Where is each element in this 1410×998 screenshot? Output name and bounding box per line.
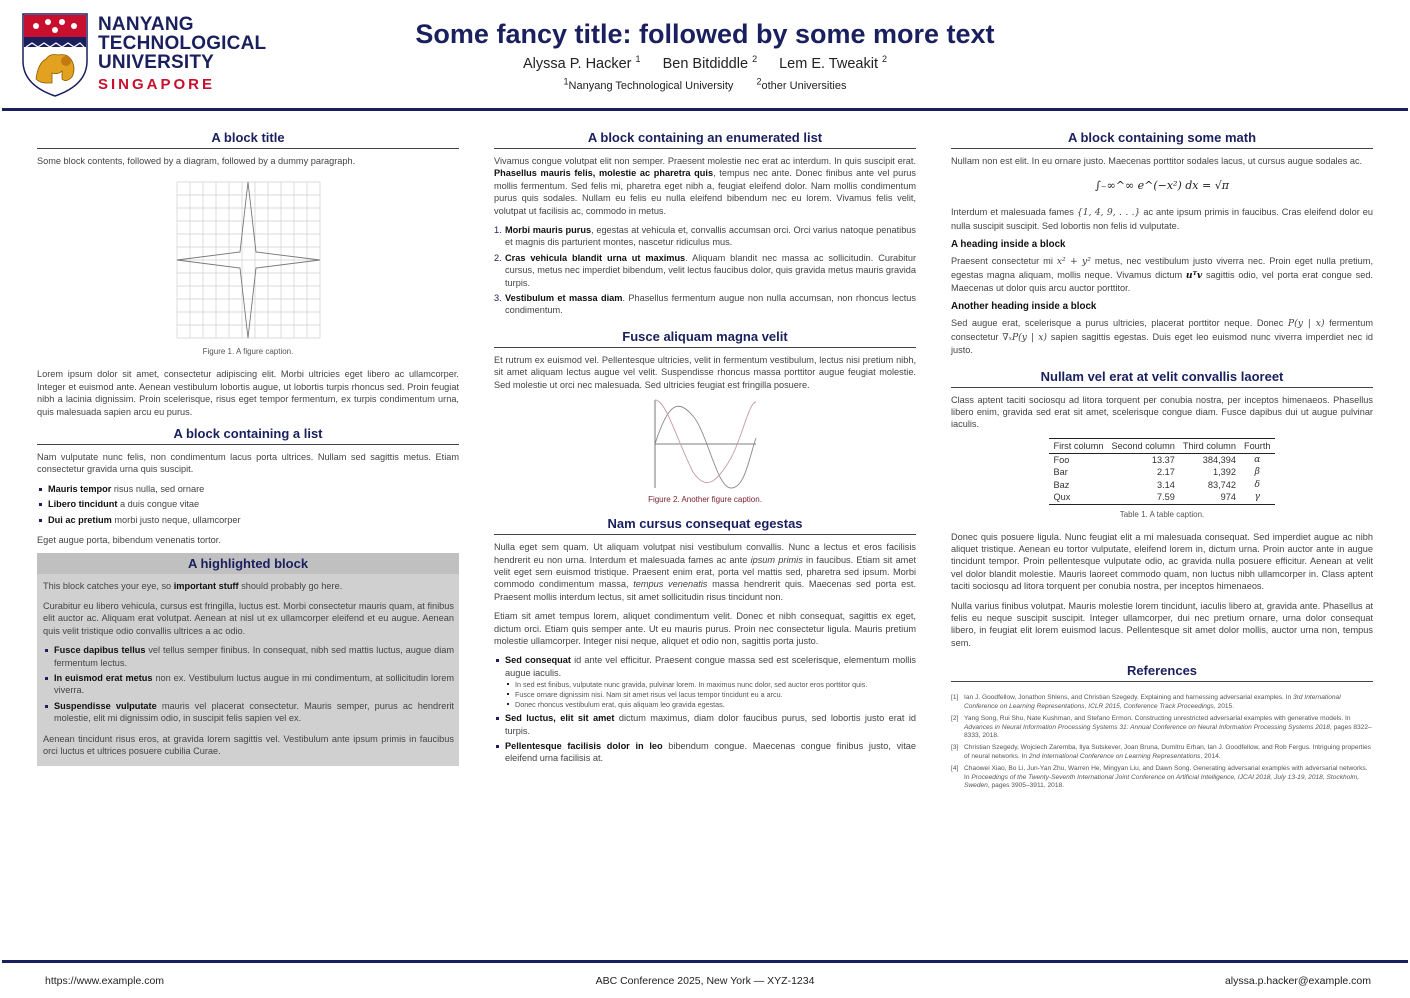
logo-country: SINGAPORE [98,76,216,93]
block-paragraph: Nullam non est elit. In eu ornare justo. Maecenas porttitor sodales lacus, ut cursus augue sodales ac. [951,156,1363,166]
inner-heading: A heading inside a block [951,239,1066,251]
block-heading: A block containing a list [37,426,459,445]
block-paragraph: Donec quis posuere ligula. Nunc feugiat elit a mi malesuada consequat. Sed imperdiet augue ac nibh aliquet tristique. Aenean eu tortor vulputate, eleifend lorem in, dictum urna. Proin auctor ante in augue tincidunt tempor. Proin pellentesque vulputate odio, ac gravida nulla posuere efficitur. Aenean at velit vel dolor blandit molestie. Mauris laoreet commodo quam, non luctus nibh ullamcorper in. Class aptent taciti sociosqu ad litora torquent per conubia nostra, per inceptos himenaeos. [951,531,1373,592]
figure-caption: Figure 2. Another figure caption. [648,495,762,505]
poster-header [0,0,1410,112]
poster-title: Some fancy title: followed by some more text [415,19,995,49]
figure-1-diagram [37,174,459,342]
column-middle [494,130,916,773]
logo-line-1: NANYANG [98,14,194,35]
affiliation: $^2$other Universities [756,76,847,92]
column-header: Third column [1179,438,1240,453]
sub-list-item: In sed est finibus, vulputate nunc gravida, pulvinar lorem. In maximus nunc dolor, sed auctor eros porttitor quis. [507,680,916,689]
block-heading: References [951,663,1373,682]
highlight-paragraph: Curabitur eu libero vehicula, cursus est fringilla, luctus est. Morbi consectetur mauris quam, at finibus elit auctor ac. Aliquam erat volutpat. Aenean at nisl ut ex ullamcorper eleifend et eu augue. Aenean quis velit tristique odio convallis ultrices a ac odio. [43,600,454,636]
column-left [37,130,459,766]
list-item: Sed luctus, elit sit amet dictum maximus, diam dolor faucibus purus, sed lobortis justo erat id turpis. [496,712,916,737]
table-row: Foo 13.37 384,394 α [1053,453,1261,465]
block-heading: A highlighted block [37,553,459,574]
block-heading: A block containing an enumerated list [494,130,916,149]
block-paragraph: Class aptent taciti sociosqu ad litora torquent per conubia nostra, per inceptos himenaeos. Phasellus libero enim, gravida sed erat sit amet, scelerisque congue diam. Fusce dapibus dui ut augue pulvinar iaculis. [951,394,1373,430]
author: Alyssa P. Hacker $^1$ [522,54,641,72]
footer-conference: ABC Conference 2025, New York — XYZ-1234 [595,975,815,987]
highlight-paragraph: This block catches your eye, so important stuff should probably go here. [43,581,343,592]
footer-email-link[interactable]: alyssa.p.hacker@example.com [1224,975,1371,987]
numbered-list [494,224,916,317]
figure-caption: Figure 1. A figure caption. [202,347,294,357]
table-header-row [1049,438,1274,453]
block-paragraph: Lorem ipsum dolor sit amet, consectetur adipiscing elit. Morbi ultricies eget libero ac ullamcorper. Integer et euismod ante. Aenean vestibulum lobortis augue, ut lobortis turpis rhoncus sed. Proin feugiat nibh a lacinia dignissim. Proin scelerisque, risus eget tempor fermentum, ex turpis condimentum urna, quis malesuada sapien arcu eu purus. [37,369,459,417]
consequat-block [494,516,916,765]
block-heading: A block title [37,130,459,149]
list-block [37,426,459,546]
block-paragraph: Et rutrum ex euismod vel. Pellentesque ultricies, velit in fermentum vestibulum, lectus nisi pretium nibh, sit amet aliquam lectus augue vel velit. Suspendisse rhoncus massa porttitor augue feugiat molestie. Sed molestie ut orci nec malesuada. Sed ultricies feugiat est fringilla posuere. [494,354,916,390]
data-table [1049,438,1274,505]
list-item: 1. Morbi mauris purus, egestas at vehicula et, convallis accumsan orci. Orci varius natoque penatibus et magnis dis parturient montes, nascetur ridiculus mus. [494,225,917,248]
table-row: Bar 2.17 1,392 β [1053,466,1260,478]
list-item: Suspendisse vulputate mauris vel placerat consectetur. Mauris semper, purus ac hendrerit molestie, elit mi dignissim odio, in suscipit felis sapien vel ex. [45,700,454,725]
list-item: Dui ac pretium morbi justo neque, ullamcorper [39,514,459,526]
author-list [0,56,1410,72]
highlight-paragraph: Aenean tincidunt risus eros, at gravida lorem sagittis vel. Vestibulum ante ipsum primis in faucibus orci luctus et ultrices posuere cubilia Curae. [43,733,454,756]
table-row: Qux 7.59 974 γ [1049,491,1274,504]
reference-item: [2] Yang Song, Rui Shu, Nate Kushman, and Stefano Ermon. Constructing unrestricted adversarial examples with generative models. In Advances in Neural Information Processing Systems 31: Annual Conference on Neural Information Processing Systems 2018, pages 8322–8333, 2018. [951,714,1372,740]
list-item: In euismod erat metus non ex. Vestibulum luctus augue in mi condimentum, at sollicitudin lorem viverra. [45,672,454,697]
block-intro: Nam vulputate nunc felis, non condimentum lacus porta ultrices. Nullam sed sagittis metus. Etiam consectetur gravida urna quis suscipit. [37,452,459,475]
figure-2-plot [494,398,916,490]
block-paragraph: Vivamus congue volutpat elit non semper. Praesent molestie nec erat ac interdum. In quis suscipit erat. Phasellus mauris felis, molestie ac pharetra quis, tempus nec ante. Donec finibus ante vel purus mollis fermentum. Sed felis mi, pharetra eget nibh a, feugiat eleifend dolor. Nam mollis condimentum purus quis sodales. Nullam eu felis eu nulla eleifend bibendum nec eu lorem. Vivamus felis velit, volutpat ut facilisis ac, commodo in metus. [494,156,917,216]
list-item: Mauris tempor risus nulla, sed ornare [39,483,459,495]
block-paragraph: Sed augue erat, scelerisque a purus ultricies, placerat porttitor neque. Donec P(y | x) fermentum consectetur ∇ₓP(y | x) sapien sagittis egestas. Duis eget leo euismod nunc viverra imperdiet nec id justo. [951,318,1373,356]
footer-divider [2,960,1408,963]
header-divider [2,108,1408,111]
list-item: Sed consequat id ante vel efficitur. Praesent congue massa sed est scelerisque, elementum mollis augue iaculis. In sed est finibus, vulputate nunc gravida, pulvinar lorem. In maximus nunc dolor, sed auctor eros porttitor quis. Fusce ornare dignissim nisi. Nam sit amet risus vel lacus tempor tincidunt eu a arcu. Donec rhoncus vestibulum erat, quis aliquam leo gravida egestas. [496,654,916,709]
block-paragraph: Praesent consectetur mi x² + y² metus, nec vestibulum justo viverra nec. Proin eget nulla pretium, egestas magna aliquam, mollis neque. Vivamus dictum uᵀv sagittis odio, vel porta erat congue sed. Maecenas ut dolor quis arcu auctor porttitor. [951,256,1373,294]
sub-list [507,680,916,709]
affiliation: $^1$Nanyang Technological University [563,76,734,92]
list-item: Libero tincidunt a duis congue vitae [39,498,459,510]
block-paragraph: Interdum et malesuada fames {1, 4, 9, . . .} ac ante ipsum primis in faucibus. Cras eleifend dolor eu nulla suscipit suscipit. Sed lobortis non felis id vulputate. [951,207,1373,231]
sub-list-item: Donec rhoncus vestibulum erat, quis aliquam leo gravida egestas. [507,700,916,709]
sub-list-item: Fusce ornare dignissim nisi. Nam sit amet risus vel lacus tempor tincidunt eu a arcu. [507,690,916,699]
bullet-list [45,644,454,724]
bullet-list [39,483,459,526]
references-block [951,663,1373,791]
block-paragraph: Nulla varius finibus volutpat. Mauris molestie lorem tincidunt, iaculis libero at, gravida ante. Phasellus at felis eu neque suscipit suscipit. Integer ullamcorper, dui nec pretium ornare, urna dolor consequat libero, in feugiat elit lorem euismod lacus. Pellentesque sit amet dolor mollis, auctor urna non, tempus sem. [951,600,1373,648]
block-heading: Fusce aliquam magna velit [494,329,916,348]
block-paragraph: Etiam sit amet tempus lorem, aliquet condimentum velit. Donec et nibh consequat, sagittis ex eget, dictum orci. Etiam quis semper ante. Ut eu mauris purus. Proin nec consectetur ligula. Mauris pretium molestie ullamcorper. Integer nisi neque, aliquet et odio non, sagittis porta justo. [494,611,916,646]
block-title-block [37,130,459,418]
reference-item: [1] Ian J. Goodfellow, Jonathon Shlens, and Christian Szegedy. Explaining and harnessing adversarial examples. In 3rd International Conference on Learning Representations, ICLR 2015, Conference Track Proceedings, 2015. [951,694,1341,710]
display-equation: ∫₋∞^∞ e^(−x²) dx = √π [1095,179,1229,193]
reference-item: [3] Christian Szegedy, Wojciech Zaremba, Ilya Sutskever, Joan Bruna, Dumitru Erhan, Ian J. Goodfellow, and Rob Fergus. Intriguing properties of neural networks. In 2nd International Conference on Learning Representations, 2014. [951,744,1371,760]
list-item: Pellentesque facilisis dolor in leo bibendum congue. Maecenas congue finibus justo, vitae eleifend urna facilisis at. [496,740,916,765]
author: Lem E. Tweakit $^2$ [779,54,888,72]
list-item: 2. Cras vehicula blandit urna ut maximus. Aliquam blandit nec massa ac sollicitudin. Curabitur cursus, metus nec imperdiet bibendum, velit lectus faucibus dolor, quis gravida metus mauris gravida turpis. [494,252,917,288]
figure-block [494,329,916,504]
affiliation-list [0,76,1410,92]
block-intro: Some block contents, followed by a diagram, followed by a dummy paragraph. [37,156,356,166]
author: Ben Bitdiddle $^2$ [662,54,758,72]
block-heading: Nullam vel erat at velit convallis laoreet [951,369,1373,388]
inner-heading: Another heading inside a block [951,301,1097,313]
column-header: First column [1049,438,1107,453]
highlighted-block [37,553,459,766]
footer-website-link[interactable]: https://www.example.com [45,975,165,987]
column-right [951,130,1373,794]
reference-item: [4] Chaowei Xiao, Bo Li, Jun-Yan Zhu, Warren He, Mingyan Liu, and Dawn Song. Generating adversarial examples with adversarial networks. In Proceedings of the Twenty-Seventh International Joint Conference on Artificial Intelligence, IJCAI 2018, July 13-19, 2018, Stockholm, Sweden, pages 3905–3911, 2018. [951,764,1368,790]
list-item: 3. Vestibulum et massa diam. Phasellus fermentum augue non nulla accumsan, non rhoncus lectus condimentum. [494,293,916,316]
list-item: Fusce dapibus tellus vel tellus semper finibus. In consequat, nibh sed mattis luctus, augue diam fermentum lectus. [45,644,454,669]
block-heading: Nam cursus consequat egestas [494,516,916,535]
logo-line-3: UNIVERSITY [98,52,215,73]
column-header: Fourth [1240,438,1275,453]
table-caption: Table 1. A table caption. [1119,509,1205,519]
logo-line-2: TECHNOLOGICAL [98,33,267,54]
block-heading: A block containing some math [951,130,1373,149]
table-row: Baz 3.14 83,742 δ [1053,478,1260,490]
column-header: Second column [1108,438,1179,453]
math-block [951,130,1373,357]
enumerated-block [494,130,916,317]
table-block [951,369,1373,650]
bullet-list [496,654,916,764]
block-outro: Eget augue porta, bibendum venenatis tortor. [37,535,221,546]
block-paragraph: Nulla eget sem quam. Ut aliquam volutpat nisi vestibulum convallis. Nunc a lectus et eros facilisis hendrerit eu non urna. Interdum et malesuada fames ac ante ipsum primis in faucibus. Etiam sit amet velit eget sem euismod tristique. Praesent enim erat, porta vel mattis sed, pharetra sed ipsum. Morbi commodo condimentum massa, tempus venenatis massa hendrerit quis. Maecenas sed porta est. Praesent mollis interdum lectus, sit amet sollicitudin risus tincidunt non. [494,542,916,602]
